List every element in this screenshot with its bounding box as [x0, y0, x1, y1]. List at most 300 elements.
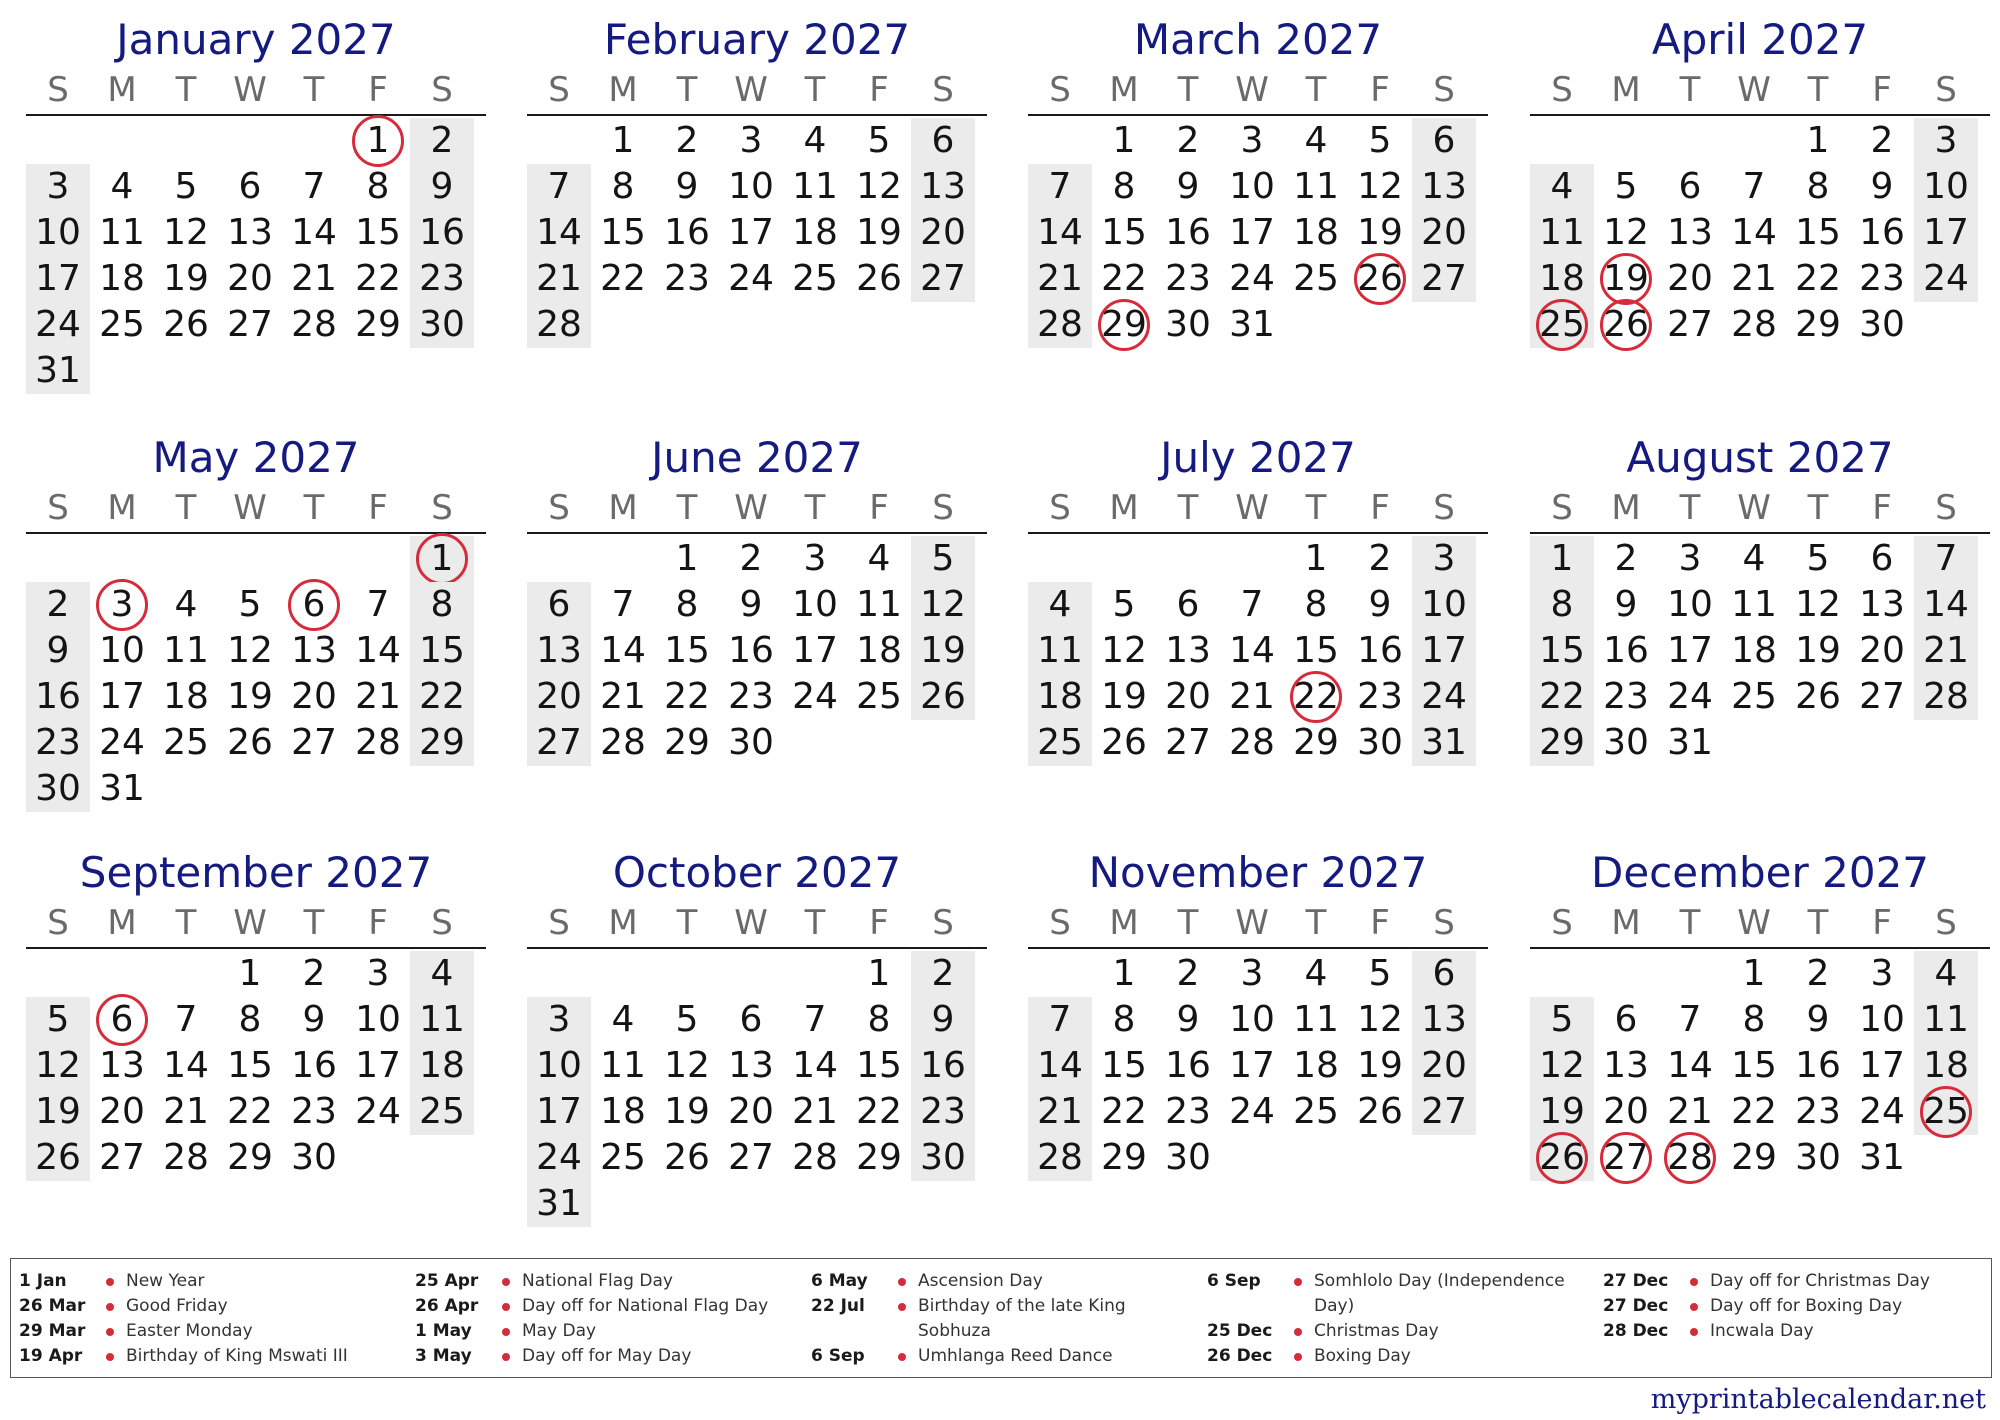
empty-cell [1658, 951, 1722, 997]
weekday-label: S [548, 70, 570, 110]
day-cell: 31 [1229, 304, 1275, 345]
day-cell: 3 [1914, 118, 1978, 164]
day-cell: 10 [1229, 999, 1275, 1040]
empty-cell [154, 766, 218, 812]
bullet-dot-icon [1294, 1278, 1302, 1286]
day-cell: 18 [1530, 256, 1594, 302]
day-cell: 27 [291, 722, 337, 763]
day-cell: 8 [1112, 166, 1136, 207]
empty-cell [1284, 302, 1348, 348]
month-title: May 2027 [152, 433, 360, 482]
day-cell: 6 [1678, 166, 1702, 207]
day-cell: 18 [163, 676, 209, 717]
day-cell: 30 [26, 766, 90, 812]
day-cell: 22 [856, 1091, 902, 1132]
holiday-date: 28 Dec [1603, 1321, 1669, 1341]
day-cell: 4 [174, 584, 198, 625]
day-cell: 19 [911, 628, 975, 674]
weekday-label: T [676, 70, 698, 110]
day-cell: 4 [1304, 120, 1328, 161]
day-cell: 20 [1667, 258, 1713, 299]
weekday-label: T [1177, 488, 1199, 528]
day-cell: 5 [911, 536, 975, 582]
day-cell: 11 [1731, 584, 1777, 625]
day-cell: 21 [1667, 1091, 1713, 1132]
weekday-label: T [175, 70, 197, 110]
weekday-label: S [1049, 488, 1071, 528]
weekday-label: F [368, 903, 388, 943]
day-cell: 31 [527, 1181, 591, 1227]
bullet-dot-icon [502, 1303, 510, 1311]
empty-cell [90, 536, 154, 582]
weekday-label: W [734, 488, 768, 528]
legend-row [19, 1344, 399, 1369]
empty-cell [154, 951, 218, 997]
day-cell: 1 [1304, 538, 1328, 579]
day-cell: 5 [26, 997, 90, 1043]
weekday-label: T [1177, 903, 1199, 943]
bullet-dot-icon [502, 1328, 510, 1336]
empty-cell [218, 766, 282, 812]
day-cell: 11 [1293, 166, 1339, 207]
day-cell: 9 [1614, 584, 1638, 625]
day-cell: 12 [1603, 212, 1649, 253]
empty-cell [591, 536, 655, 582]
day-cell: 5 [675, 999, 699, 1040]
day-cell: 8 [366, 166, 390, 207]
day-cell: 10 [1412, 582, 1476, 628]
day-cell: 3 [26, 164, 90, 210]
empty-cell [282, 766, 346, 812]
bullet-dot-icon [1690, 1328, 1698, 1336]
day-cell: 8 [410, 582, 474, 628]
day-cell: 11 [1914, 997, 1978, 1043]
day-cell: 14 [355, 630, 401, 671]
legend-row [1207, 1269, 1587, 1319]
empty-cell [1722, 118, 1786, 164]
day-cell: 12 [26, 1043, 90, 1089]
day-cell: 1 [1806, 120, 1830, 161]
day-cell: 17 [1914, 210, 1978, 256]
day-cell: 1 [1742, 953, 1766, 994]
day-cell: 28 [1028, 1135, 1092, 1181]
day-cell: 23 [291, 1091, 337, 1132]
weekday-label: S [1433, 70, 1455, 110]
empty-cell [1028, 951, 1092, 997]
day-cell: 29 [856, 1137, 902, 1178]
empty-cell [591, 951, 655, 997]
day-cell: 10 [792, 584, 838, 625]
day-cell: 22 [1101, 258, 1147, 299]
day-cell: 14 [1028, 1043, 1092, 1089]
holiday-day-cell: 3 [90, 582, 154, 628]
day-cell: 10 [355, 999, 401, 1040]
empty-cell [1722, 720, 1786, 766]
weekday-label: T [303, 903, 325, 943]
weekday-label: T [175, 903, 197, 943]
day-cell: 2 [1368, 538, 1392, 579]
day-cell: 28 [1229, 722, 1275, 763]
day-cell: 5 [867, 120, 891, 161]
day-cell: 20 [291, 676, 337, 717]
empty-cell [1914, 302, 1978, 348]
day-cell: 14 [291, 212, 337, 253]
holiday-day-cell: 25 [1530, 302, 1594, 348]
empty-cell [154, 118, 218, 164]
day-cell: 26 [1357, 1091, 1403, 1132]
day-cell: 23 [728, 676, 774, 717]
month-calendar [1028, 0, 1488, 348]
day-cell: 1 [238, 953, 262, 994]
day-cell: 16 [1859, 212, 1905, 253]
empty-cell [1028, 536, 1092, 582]
day-cell: 7 [527, 164, 591, 210]
day-cell: 19 [1357, 212, 1403, 253]
day-cell: 4 [1028, 582, 1092, 628]
holiday-date: 1 May [415, 1321, 472, 1341]
day-cell: 18 [1028, 674, 1092, 720]
day-cell: 15 [664, 630, 710, 671]
day-cell: 6 [238, 166, 262, 207]
bullet-dot-icon [898, 1353, 906, 1361]
legend-row [1603, 1294, 1983, 1319]
day-cell: 18 [1731, 630, 1777, 671]
day-cell: 16 [1165, 1045, 1211, 1086]
day-cell: 3 [1870, 953, 1894, 994]
weekday-label: S [1049, 70, 1071, 110]
weekday-label: T [676, 488, 698, 528]
weekday-label: F [1370, 488, 1390, 528]
day-cell: 15 [355, 212, 401, 253]
day-cell: 22 [410, 674, 474, 720]
empty-cell [655, 1181, 719, 1227]
day-cell: 15 [410, 628, 474, 674]
day-cell: 21 [1731, 258, 1777, 299]
day-grid [1028, 951, 1488, 1181]
day-cell: 16 [1603, 630, 1649, 671]
day-cell: 13 [1603, 1045, 1649, 1086]
day-grid [26, 951, 486, 1181]
empty-cell [346, 348, 410, 394]
day-cell: 13 [291, 630, 337, 671]
empty-cell [282, 536, 346, 582]
day-cell: 16 [911, 1043, 975, 1089]
weekday-label: F [1370, 70, 1390, 110]
day-cell: 1 [1112, 953, 1136, 994]
weekday-label: S [47, 488, 69, 528]
weekday-label: T [1177, 70, 1199, 110]
day-cell: 7 [803, 999, 827, 1040]
legend-row [415, 1344, 795, 1369]
weekday-label: F [368, 488, 388, 528]
day-cell: 26 [1101, 722, 1147, 763]
day-cell: 29 [227, 1137, 273, 1178]
day-cell: 17 [1229, 1045, 1275, 1086]
day-cell: 3 [1240, 953, 1264, 994]
day-cell: 8 [1304, 584, 1328, 625]
day-cell: 8 [238, 999, 262, 1040]
weekday-label: S [1935, 488, 1957, 528]
day-cell: 12 [1101, 630, 1147, 671]
day-cell: 14 [1028, 210, 1092, 256]
weekday-label: S [548, 903, 570, 943]
empty-cell [591, 1181, 655, 1227]
day-cell: 22 [1731, 1091, 1777, 1132]
month-title: September 2027 [79, 848, 433, 897]
holiday-date: 6 Sep [1207, 1271, 1261, 1291]
weekday-label: S [1433, 903, 1455, 943]
day-cell: 23 [1165, 258, 1211, 299]
holiday-name: New Year [126, 1271, 205, 1291]
holiday-date: 26 Dec [1207, 1346, 1273, 1366]
empty-cell [1220, 536, 1284, 582]
month-calendar [1530, 833, 1990, 1181]
month-calendar [26, 418, 486, 812]
day-cell: 23 [911, 1089, 975, 1135]
legend-column [811, 1269, 1191, 1369]
holiday-day-cell: 22 [1284, 674, 1348, 720]
day-cell: 19 [26, 1089, 90, 1135]
holiday-day-cell: 6 [90, 997, 154, 1043]
day-cell: 2 [1614, 538, 1638, 579]
month-calendar [1028, 833, 1488, 1181]
day-cell: 4 [410, 951, 474, 997]
holiday-day-cell: 28 [1658, 1135, 1722, 1181]
day-cell: 21 [163, 1091, 209, 1132]
weekday-label: M [608, 488, 638, 528]
month-title: July 2027 [1160, 433, 1356, 482]
day-cell: 13 [1412, 164, 1476, 210]
day-cell: 17 [1412, 628, 1476, 674]
month-title: June 2027 [651, 433, 863, 482]
day-cell: 8 [1530, 582, 1594, 628]
day-cell: 27 [527, 720, 591, 766]
bullet-dot-icon [898, 1303, 906, 1311]
day-cell: 24 [26, 302, 90, 348]
holiday-day-cell: 1 [410, 536, 474, 582]
day-cell: 24 [355, 1091, 401, 1132]
weekday-label: S [431, 903, 453, 943]
weekday-label: S [1433, 488, 1455, 528]
weekday-label: W [1737, 903, 1771, 943]
day-cell: 6 [739, 999, 763, 1040]
day-cell: 21 [527, 256, 591, 302]
day-cell: 11 [1293, 999, 1339, 1040]
day-cell: 11 [1530, 210, 1594, 256]
day-cell: 21 [792, 1091, 838, 1132]
month-calendar [26, 833, 486, 1181]
weekday-header [527, 899, 987, 949]
day-grid [1028, 536, 1488, 766]
weekday-header [527, 484, 987, 534]
day-cell: 25 [792, 258, 838, 299]
day-cell: 14 [163, 1045, 209, 1086]
day-cell: 28 [163, 1137, 209, 1178]
day-cell: 17 [26, 256, 90, 302]
weekday-label: T [1305, 903, 1327, 943]
day-grid [1028, 118, 1488, 348]
day-cell: 23 [1165, 1091, 1211, 1132]
day-cell: 20 [1412, 210, 1476, 256]
day-cell: 11 [856, 584, 902, 625]
weekday-label: T [303, 70, 325, 110]
day-cell: 30 [1603, 722, 1649, 763]
empty-cell [90, 118, 154, 164]
holiday-name: Incwala Day [1710, 1321, 1814, 1341]
day-cell: 13 [1859, 584, 1905, 625]
day-cell: 29 [1530, 720, 1594, 766]
weekday-header [1530, 66, 1990, 116]
empty-cell [1530, 951, 1594, 997]
empty-cell [154, 536, 218, 582]
weekday-label: F [1370, 903, 1390, 943]
day-cell: 27 [99, 1137, 145, 1178]
holiday-date: 19 Apr [19, 1346, 83, 1366]
weekday-header [26, 66, 486, 116]
day-cell: 4 [867, 538, 891, 579]
legend-row [1603, 1269, 1983, 1294]
holiday-name: Good Friday [126, 1296, 228, 1316]
weekday-label: W [233, 70, 267, 110]
empty-cell [1850, 720, 1914, 766]
holiday-date: 26 Apr [415, 1296, 479, 1316]
legend-row [811, 1344, 1191, 1369]
empty-cell [783, 1181, 847, 1227]
day-cell: 30 [291, 1137, 337, 1178]
day-cell: 5 [1112, 584, 1136, 625]
day-cell: 6 [1412, 118, 1476, 164]
weekday-label: S [1935, 903, 1957, 943]
empty-cell [410, 766, 474, 812]
empty-cell [847, 302, 911, 348]
weekday-label: F [1872, 488, 1892, 528]
day-cell: 30 [1795, 1137, 1841, 1178]
day-cell: 26 [911, 674, 975, 720]
holiday-name: May Day [522, 1321, 597, 1341]
day-cell: 25 [1731, 676, 1777, 717]
day-cell: 3 [1412, 536, 1476, 582]
day-cell: 1 [1112, 120, 1136, 161]
day-cell: 7 [302, 166, 326, 207]
day-cell: 12 [1530, 1043, 1594, 1089]
day-cell: 26 [227, 722, 273, 763]
weekday-label: W [1235, 903, 1269, 943]
weekday-label: S [1049, 903, 1071, 943]
legend-row [19, 1319, 399, 1344]
day-cell: 20 [99, 1091, 145, 1132]
day-cell: 29 [355, 304, 401, 345]
day-cell: 13 [1165, 630, 1211, 671]
weekday-label: W [1737, 70, 1771, 110]
empty-cell [1412, 1135, 1476, 1181]
empty-cell [911, 1181, 975, 1227]
day-cell: 20 [1603, 1091, 1649, 1132]
day-cell: 3 [1678, 538, 1702, 579]
day-cell: 11 [410, 997, 474, 1043]
day-cell: 5 [1806, 538, 1830, 579]
day-cell: 15 [600, 212, 646, 253]
empty-cell [527, 951, 591, 997]
day-cell: 14 [1229, 630, 1275, 671]
holiday-date: 27 Dec [1603, 1271, 1669, 1291]
month-title: November 2027 [1088, 848, 1428, 897]
day-cell: 11 [792, 166, 838, 207]
day-cell: 9 [739, 584, 763, 625]
day-cell: 6 [1176, 584, 1200, 625]
weekday-header [1028, 66, 1488, 116]
day-cell: 27 [1859, 676, 1905, 717]
day-cell: 21 [291, 258, 337, 299]
weekday-label: S [932, 488, 954, 528]
bullet-dot-icon [106, 1303, 114, 1311]
day-cell: 30 [728, 722, 774, 763]
empty-cell [783, 302, 847, 348]
day-cell: 24 [1859, 1091, 1905, 1132]
bullet-dot-icon [1294, 1328, 1302, 1336]
day-cell: 14 [1914, 582, 1978, 628]
day-cell: 27 [1165, 722, 1211, 763]
day-cell: 15 [1293, 630, 1339, 671]
empty-cell [1914, 1135, 1978, 1181]
day-cell: 16 [291, 1045, 337, 1086]
day-cell: 15 [856, 1045, 902, 1086]
holiday-name: Ascension Day [918, 1271, 1043, 1291]
site-watermark[interactable]: myprintablecalendar.net [1650, 1384, 1986, 1415]
empty-cell [26, 536, 90, 582]
weekday-label: M [107, 488, 137, 528]
day-cell: 30 [1165, 1137, 1211, 1178]
day-cell: 8 [1806, 166, 1830, 207]
day-cell: 31 [1412, 720, 1476, 766]
day-cell: 28 [1028, 302, 1092, 348]
month-title: April 2027 [1651, 15, 1869, 64]
empty-cell [90, 348, 154, 394]
day-cell: 13 [911, 164, 975, 210]
legend-row [19, 1269, 399, 1294]
weekday-label: S [1551, 903, 1573, 943]
day-cell: 2 [1870, 120, 1894, 161]
day-cell: 23 [26, 720, 90, 766]
day-cell: 1 [867, 953, 891, 994]
weekday-label: T [1679, 488, 1701, 528]
holiday-name: Birthday of the late King Sobhuza [918, 1296, 1126, 1341]
holiday-day-cell: 19 [1594, 256, 1658, 302]
legend-row [811, 1269, 1191, 1294]
empty-cell [410, 1135, 474, 1181]
weekday-label: M [608, 70, 638, 110]
day-grid [527, 536, 987, 766]
bullet-dot-icon [1690, 1278, 1698, 1286]
empty-cell [527, 536, 591, 582]
empty-cell [591, 302, 655, 348]
day-cell: 21 [1914, 628, 1978, 674]
day-cell: 23 [664, 258, 710, 299]
day-cell: 9 [675, 166, 699, 207]
day-cell: 20 [527, 674, 591, 720]
empty-cell [218, 348, 282, 394]
day-cell: 2 [26, 582, 90, 628]
day-cell: 22 [1795, 258, 1841, 299]
weekday-label: W [734, 903, 768, 943]
weekday-label: S [1551, 70, 1573, 110]
month-calendar [1028, 418, 1488, 766]
empty-cell [26, 951, 90, 997]
holiday-date: 29 Mar [19, 1321, 86, 1341]
bullet-dot-icon [898, 1278, 906, 1286]
day-cell: 12 [664, 1045, 710, 1086]
holiday-day-cell: 26 [1530, 1135, 1594, 1181]
weekday-label: W [1235, 70, 1269, 110]
